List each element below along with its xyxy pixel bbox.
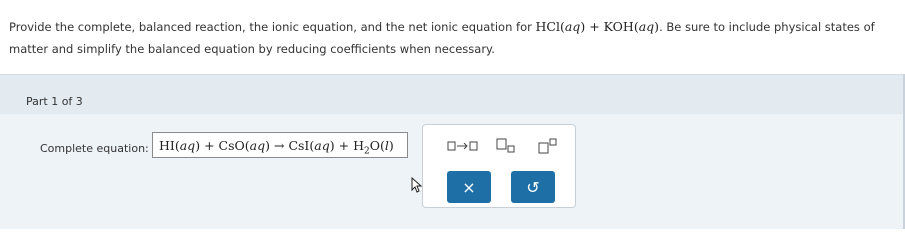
- equation-input[interactable]: [152, 132, 408, 158]
- eq-arrow: →: [273, 138, 285, 153]
- superscript-icon: [537, 138, 559, 154]
- prompt-trailing-text: . Be sure to include physical states of matter and simplify the balanced equation by reducing coefficients when necessary.: [9, 20, 875, 56]
- undo-icon: ↺: [526, 177, 540, 197]
- equation-text: $HI(aq) + CsO(aq) \to CsI(aq) + H_2O(l)$: [159, 138, 394, 157]
- prompt-text: Provide the complete, balanced reaction, the ionic equation, and the net ionic equation for: [9, 20, 532, 34]
- eq-state-liquid: l: [384, 138, 389, 153]
- eq-hi: HI: [159, 138, 175, 153]
- formula-hcl: HCl: [535, 19, 560, 34]
- reaction-arrow-icon: [447, 139, 479, 153]
- eq-plus: +: [204, 138, 215, 153]
- eq-csi: CsI: [288, 138, 310, 153]
- eq-state: aq: [179, 138, 196, 153]
- formula-koh: KOH: [603, 19, 634, 34]
- eq-o: O: [369, 138, 380, 153]
- eq-plus: +: [338, 138, 350, 153]
- reaction-arrow-button[interactable]: [445, 135, 481, 157]
- clear-button[interactable]: [447, 171, 491, 203]
- state-aq: aq: [564, 19, 581, 34]
- answer-label: Complete equation:: [40, 142, 149, 155]
- subscript-icon: [495, 138, 517, 154]
- state-aq: aq: [638, 19, 655, 34]
- eq-state: aq: [249, 138, 266, 153]
- undo-button[interactable]: [511, 171, 555, 203]
- prompt-formula: HCl(aq) + KOH(aq): [535, 19, 660, 34]
- part-label: Part 1 of 3: [26, 95, 83, 108]
- eq-state: aq: [314, 138, 330, 153]
- plus-sign: +: [589, 19, 600, 34]
- eq-subscript: 2: [363, 146, 370, 157]
- equation-toolbar: [422, 124, 576, 208]
- part-header: [0, 74, 905, 115]
- superscript-button[interactable]: [535, 135, 561, 157]
- close-icon: ×: [462, 177, 476, 197]
- mouse-pointer-icon: [411, 177, 423, 197]
- eq-cso: CsO: [218, 138, 245, 153]
- subscript-button[interactable]: [493, 135, 519, 157]
- question-prompt: [9, 16, 901, 60]
- eq-h: H: [353, 138, 364, 153]
